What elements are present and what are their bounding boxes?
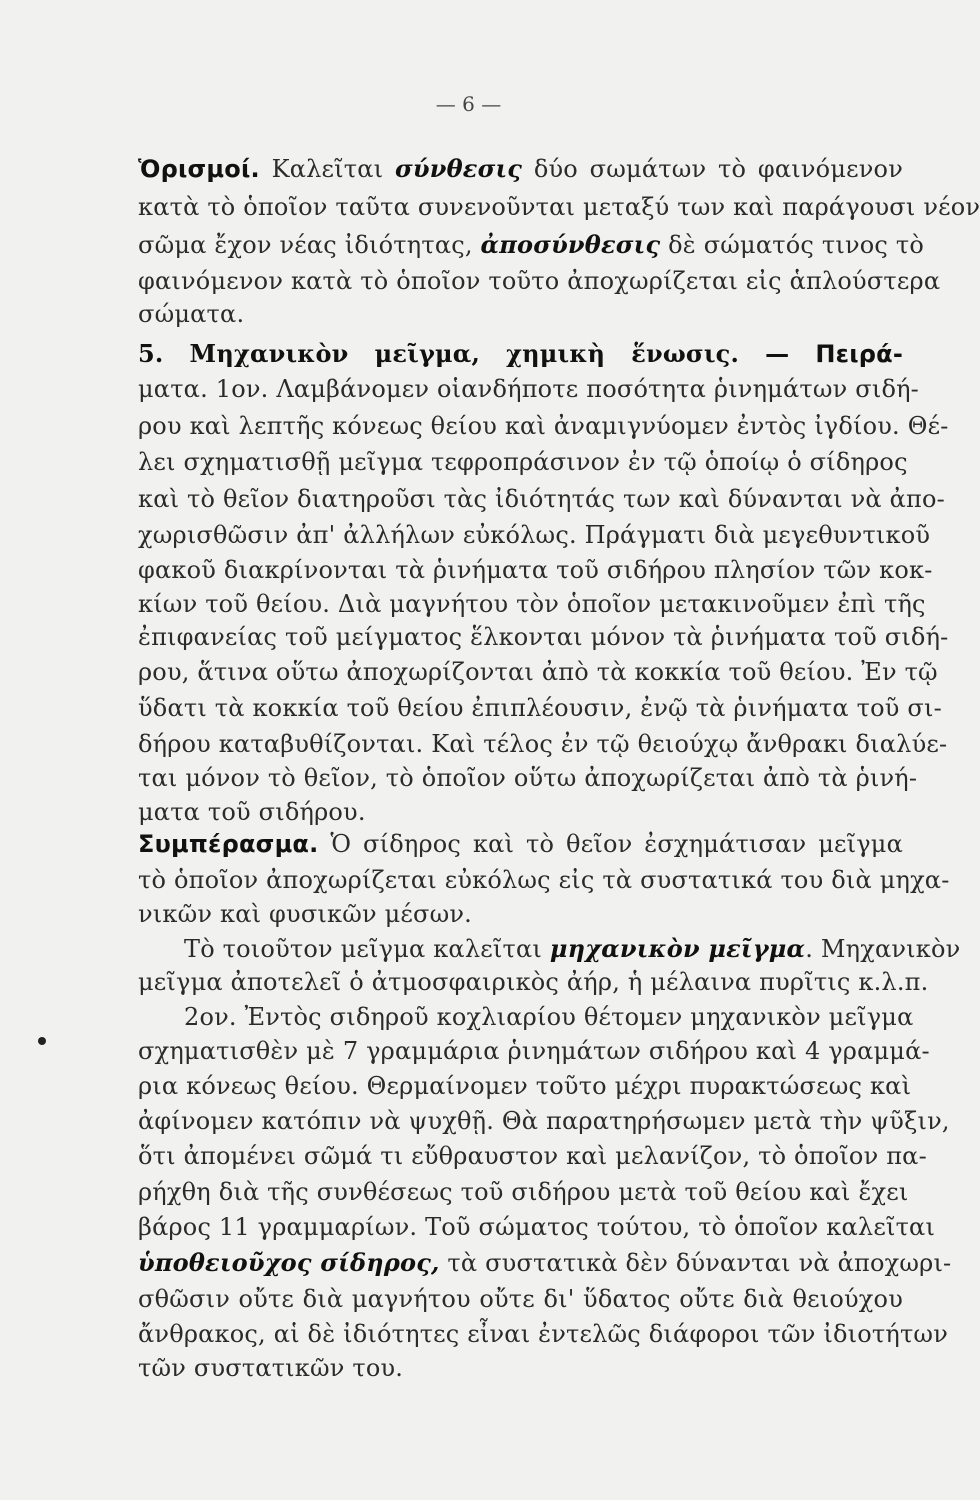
- text-line: ὑποθειοῦχος σίδηρος, τὰ συστατικὰ δὲν δύνανται νὰ ἀποχωρι-: [138, 1248, 952, 1277]
- text-line: ρου, ἅτινα οὕτω ἀποχωρίζονται ἀπὸ τὰ κοκκία τοῦ θείου. Ἐν τῷ: [138, 658, 938, 686]
- text-line: νικῶν καὶ φυσικῶν μέσων.: [138, 900, 473, 928]
- text-line: μεῖγμα ἀποτελεῖ ὁ ἀτμοσφαιρικὸς ἀήρ, ἡ μέλαινα πυρῖτις κ.λ.π.: [138, 968, 929, 996]
- text-line: ματα. 1ον. Λαμβάνομεν οἱανδήποτε ποσότητα ῥινημάτων σιδή-: [138, 375, 919, 403]
- text-line: ὅτι ἀπομένει σῶμά τι εὔθραυστον καὶ μελανίζον, τὸ ὁποῖον πα-: [138, 1142, 927, 1170]
- section-label: Ὁρισμοί.: [138, 155, 260, 183]
- section-heading: Μηχανικὸν μεῖγμα, χημικὴ ἕνωσις.: [163, 339, 740, 368]
- text-line: ρου καὶ λεπτῆς κόνεως θείου καὶ ἀναμιγνύομεν ἐντὸς ἰγδίου. Θέ-: [138, 412, 949, 440]
- term: ὑποθειοῦχος σίδηρος,: [138, 1248, 440, 1277]
- text-line: τῶν συστατικῶν του.: [138, 1354, 404, 1382]
- text-line: δήρου καταβυθίζονται. Καὶ τέλος ἐν τῷ θειούχῳ ἄνθρακι διαλύε-: [138, 730, 948, 758]
- text-line: τὸ ὁποῖον ἀποχωρίζεται εὐκόλως εἰς τὰ συστατικά του διὰ μηχα-: [138, 866, 950, 894]
- text-line: ρια κόνεως θείου. Θερμαίνομεν τοῦτο μέχρι πυρακτώσεως καὶ: [138, 1072, 912, 1100]
- text-line: ἀφίνομεν κατόπιν νὰ ψυχθῇ. Θὰ παρατηρήσωμεν μετὰ τὴν ψῦξιν,: [138, 1107, 950, 1135]
- text-line: Συμπέρασμα. Ὁ σίδηρος καὶ τὸ θεῖον ἐσχημάτισαν μεῖγμα: [138, 830, 903, 858]
- text-line: σῶμα ἔχον νέας ἰδιότητας, ἀποσύνθεσις δὲ σώματός τινος τὸ: [138, 230, 924, 259]
- section-heading-line: 5. Μηχανικὸν μεῖγμα, χημικὴ ἕνωσις. — Πειρά-: [138, 339, 904, 368]
- text-line: 2ον. Ἐντὸς σιδηροῦ κοχλιαρίου θέτομεν μηχανικὸν μεῖγμα: [184, 1003, 914, 1031]
- text-line: ματα τοῦ σιδήρου.: [138, 798, 366, 826]
- ink-dot-mark: [38, 1037, 46, 1045]
- text-line: φακοῦ διακρίνονται τὰ ῥινήματα τοῦ σιδήρου πλησίον τῶν κοκ-: [138, 556, 933, 584]
- text-line: καὶ τὸ θεῖον διατηροῦσι τὰς ἰδιότητάς των καὶ δύνανται νὰ ἀπο-: [138, 485, 945, 513]
- text-line: σώματα.: [138, 300, 245, 328]
- text-line: χωρισθῶσιν ἀπ' ἀλλήλων εὐκόλως. Πράγματι διὰ μεγεθυντικοῦ: [138, 521, 931, 549]
- text-line: ται μόνον τὸ θεῖον, τὸ ὁποῖον οὕτω ἀποχωρίζεται ἀπὸ τὰ ῥινή-: [138, 764, 918, 792]
- text-line: ἐπιφανείας τοῦ μείγματος ἕλκονται μόνον τὰ ῥινήματα τοῦ σιδή-: [138, 623, 949, 651]
- term: ἀποσύνθεσις: [480, 230, 661, 259]
- text-line: ὕδατι τὰ κοκκία τοῦ θείου ἐπιπλέουσιν, ἐνῷ τὰ ῥινήματα τοῦ σι-: [138, 694, 942, 722]
- text-line: λει σχηματισθῇ μεῖγμα τεφροπράσινον ἐν τῷ ὁποίῳ ὁ σίδηρος: [138, 448, 908, 476]
- term: μηχανικὸν μεῖγμα: [549, 934, 806, 963]
- section-label: Συμπέρασμα.: [138, 830, 319, 858]
- text-line: ρήχθη διὰ τῆς συνθέσεως τοῦ σιδήρου μετὰ τοῦ θείου καὶ ἔχει: [138, 1178, 909, 1206]
- page-number: — 6 —: [435, 92, 502, 116]
- text-line: κατὰ τὸ ὁποῖον ταῦτα συνενοῦνται μεταξύ των καὶ παράγουσι νέον: [138, 193, 980, 221]
- text-line: Τὸ τοιοῦτον μεῖγμα καλεῖται μηχανικὸν μεῖγμα. Μηχανικὸν: [184, 934, 961, 963]
- text-line: βάρος 11 γραμμαρίων. Τοῦ σώματος τούτου, τὸ ὁποῖον καλεῖται: [138, 1213, 936, 1241]
- text-line: Ὁρισμοί. Καλεῖται σύνθεσις δύο σωμάτων τὸ φαινόμενον: [138, 154, 903, 183]
- text-line: σχηματισθὲν μὲ 7 γραμμάρια ῥινημάτων σιδήρου καὶ 4 γραμμά-: [138, 1037, 930, 1065]
- text-line: σθῶσιν οὔτε διὰ μαγνήτου οὔτε δι' ὕδατος οὔτε διὰ θειούχου: [138, 1285, 903, 1313]
- text-line: ἄνθρακος, αἱ δὲ ἰδιότητες εἶναι ἐντελῶς διάφοροι τῶν ἰδιοτήτων: [138, 1320, 948, 1348]
- text-line: κίων τοῦ θείου. Διὰ μαγνήτου τὸν ὁποῖον μετακινοῦμεν ἐπὶ τῆς: [138, 590, 926, 618]
- text-line: φαινόμενον κατὰ τὸ ὁποῖον τοῦτο ἀποχωρίζεται εἰς ἁπλούστερα: [138, 267, 941, 295]
- section-number: 5.: [138, 339, 164, 368]
- term: σύνθεσις: [395, 154, 523, 183]
